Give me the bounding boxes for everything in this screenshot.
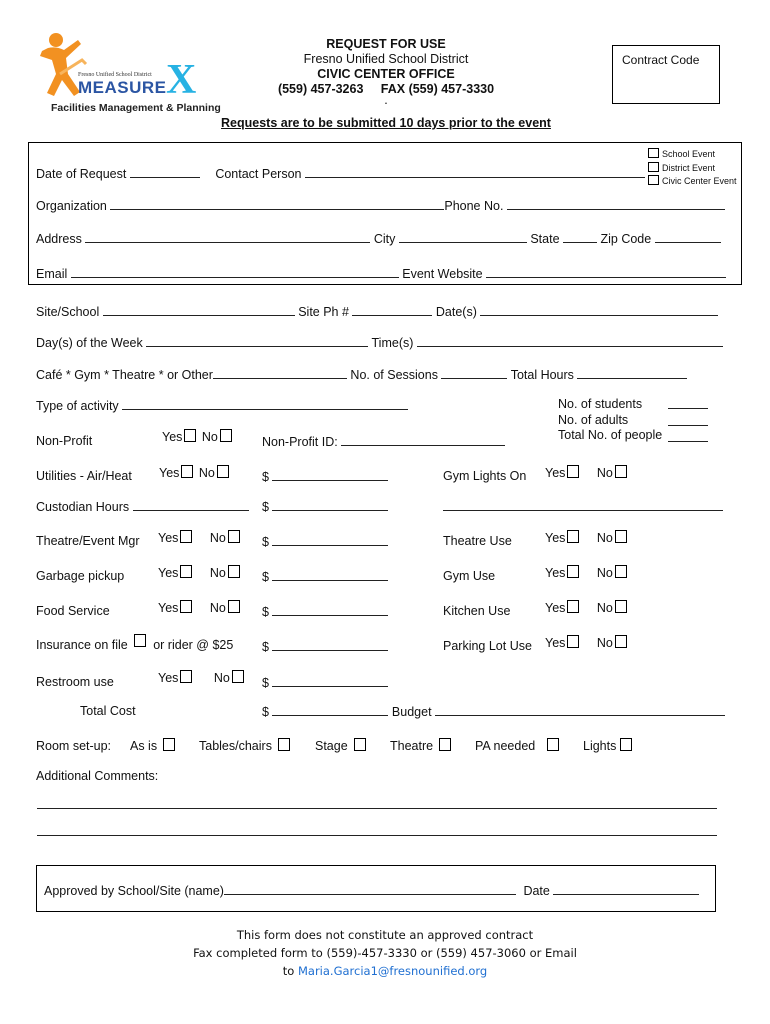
insurance-dollar: $ bbox=[262, 640, 269, 654]
no-students-field[interactable] bbox=[668, 397, 708, 409]
room-setup-pa-needed[interactable]: PA needed bbox=[475, 734, 559, 753]
budget-label: Budget bbox=[391, 705, 432, 719]
garbage-amount[interactable] bbox=[272, 569, 388, 581]
gym-lights-no-checkbox[interactable] bbox=[615, 465, 627, 478]
site-ph-label: Site Ph # bbox=[298, 305, 349, 319]
theatre-mgr-dollar: $ bbox=[262, 535, 269, 549]
garbage-yes-checkbox[interactable] bbox=[180, 565, 192, 578]
garbage-no-label: No bbox=[209, 566, 226, 580]
footer-disclaimer: This form does not constitute an approved contract bbox=[236, 928, 534, 942]
email-field[interactable] bbox=[71, 266, 399, 278]
times-label: Time(s) bbox=[371, 336, 414, 350]
restroom-no-checkbox[interactable] bbox=[232, 670, 244, 683]
garbage-label: Garbage pickup bbox=[36, 569, 125, 583]
theatre-use-no-label: No bbox=[596, 531, 613, 545]
theatre-mgr-yes-checkbox[interactable] bbox=[180, 530, 192, 543]
utilities-yes-label: Yes bbox=[159, 466, 180, 480]
food-yes-label: Yes bbox=[158, 601, 179, 615]
event-type-school[interactable]: School Event bbox=[648, 148, 737, 162]
gym-lights-yes-label: Yes bbox=[545, 466, 566, 480]
office-name: CIVIC CENTER OFFICE bbox=[317, 67, 455, 81]
comments-label: Additional Comments: bbox=[36, 769, 159, 783]
restroom-label: Restroom use bbox=[36, 675, 114, 689]
rider-label: or rider @ $25 bbox=[153, 638, 234, 652]
contract-code-label: Contract Code bbox=[622, 53, 700, 67]
form-title: REQUEST FOR USE bbox=[326, 37, 446, 51]
address-label: Address bbox=[36, 232, 82, 246]
total-people-label: Total No. of people bbox=[558, 428, 663, 442]
city-field[interactable] bbox=[399, 231, 527, 243]
gym-use-yes-checkbox[interactable] bbox=[567, 565, 579, 578]
event-type-civic[interactable]: Civic Center Event bbox=[648, 175, 737, 189]
phone-no-field[interactable] bbox=[507, 198, 725, 210]
days-of-week-label: Day(s) of the Week bbox=[36, 336, 143, 350]
restroom-dollar: $ bbox=[262, 676, 269, 690]
organization-label: Organization bbox=[36, 199, 107, 213]
event-type-district[interactable]: District Event bbox=[648, 162, 737, 176]
non-profit-no-label: No bbox=[201, 430, 218, 444]
room-setup-label: Room set-up: bbox=[36, 739, 112, 753]
logo-measure: MEASURE bbox=[78, 78, 167, 97]
logo-subtitle: Facilities Management & Planning bbox=[51, 102, 221, 114]
theatre-mgr-label: Theatre/Event Mgr bbox=[36, 534, 140, 548]
contact-person-label: Contact Person bbox=[215, 167, 302, 181]
theatre-mgr-amount[interactable] bbox=[272, 534, 388, 546]
utilities-no-label: No bbox=[198, 466, 215, 480]
submission-notice: Requests are to be submitted 10 days prior to the event bbox=[221, 116, 551, 130]
kitchen-yes-checkbox[interactable] bbox=[567, 600, 579, 613]
custodian-field[interactable] bbox=[133, 499, 249, 511]
utilities-label: Utilities - Air/Heat bbox=[36, 469, 132, 483]
zip-label: Zip Code bbox=[600, 232, 652, 246]
theatre-mgr-no-label: No bbox=[209, 531, 226, 545]
room-setup-tables-chairs[interactable]: Tables/chairs bbox=[199, 734, 290, 753]
event-type-options bbox=[648, 148, 737, 189]
checkbox[interactable] bbox=[439, 738, 451, 751]
footer-email-link[interactable]: Maria.Garcia1@fresnounified.org bbox=[297, 964, 488, 978]
checkbox[interactable] bbox=[547, 738, 559, 751]
total-people-field[interactable] bbox=[668, 430, 708, 442]
email-label: Email bbox=[36, 267, 68, 281]
custodian-dollar: $ bbox=[262, 500, 269, 514]
food-label: Food Service bbox=[36, 604, 110, 618]
requester-box bbox=[28, 142, 742, 285]
room-setup-stage[interactable]: Stage bbox=[315, 734, 366, 753]
gym-use-no-label: No bbox=[596, 566, 613, 580]
insurance-label: Insurance on file bbox=[36, 638, 128, 652]
kitchen-label: Kitchen Use bbox=[443, 604, 511, 618]
parking-no-label: No bbox=[596, 636, 613, 650]
state-label: State bbox=[530, 232, 560, 246]
kitchen-yes-label: Yes bbox=[545, 601, 566, 615]
city-label: City bbox=[373, 232, 396, 246]
approved-by-field[interactable] bbox=[224, 883, 516, 895]
footer-fax: Fax completed form to (559)-457-3330 or (559) 457-3060 or Email bbox=[193, 946, 577, 960]
district-name: Fresno Unified School District bbox=[303, 52, 469, 66]
total-cost-amount[interactable] bbox=[272, 704, 388, 716]
checkbox[interactable] bbox=[163, 738, 175, 751]
budget-field[interactable] bbox=[435, 704, 725, 716]
restroom-yes-label: Yes bbox=[158, 671, 179, 685]
non-profit-yes-checkbox[interactable] bbox=[184, 429, 196, 442]
checkbox[interactable] bbox=[354, 738, 366, 751]
comments-line-1[interactable] bbox=[37, 808, 717, 809]
custodian-label: Custodian Hours bbox=[36, 500, 130, 514]
footer-to: to bbox=[282, 964, 298, 978]
times-field[interactable] bbox=[417, 335, 723, 347]
checkbox[interactable] bbox=[648, 175, 659, 185]
room-setup-theatre[interactable]: Theatre bbox=[390, 734, 451, 753]
sessions-label: No. of Sessions bbox=[350, 368, 438, 382]
parking-yes-label: Yes bbox=[545, 636, 566, 650]
comments-line-2[interactable] bbox=[37, 835, 717, 836]
dates-label: Date(s) bbox=[435, 305, 477, 319]
header-dot: . bbox=[384, 93, 388, 107]
restroom-yes-checkbox[interactable] bbox=[180, 670, 192, 683]
room-setup-lights[interactable]: Lights bbox=[583, 734, 632, 753]
checkbox[interactable] bbox=[648, 148, 659, 158]
total-cost-dollar: $ bbox=[262, 705, 269, 719]
total-hours-field[interactable] bbox=[577, 367, 687, 379]
gym-use-no-checkbox[interactable] bbox=[615, 565, 627, 578]
theatre-use-label: Theatre Use bbox=[443, 534, 512, 548]
total-hours-label: Total Hours bbox=[510, 368, 574, 382]
state-field[interactable] bbox=[563, 231, 597, 243]
facility-field[interactable] bbox=[213, 367, 347, 379]
checkbox[interactable] bbox=[278, 738, 290, 751]
utilities-amount[interactable] bbox=[272, 469, 388, 481]
date-of-request-field[interactable] bbox=[130, 166, 200, 178]
theatre-use-yes-label: Yes bbox=[545, 531, 566, 545]
garbage-dollar: $ bbox=[262, 570, 269, 584]
approval-date-field[interactable] bbox=[553, 883, 699, 895]
food-yes-checkbox[interactable] bbox=[180, 600, 192, 613]
contract-code-box[interactable] bbox=[612, 45, 720, 104]
non-profit-yes-label: Yes bbox=[162, 430, 183, 444]
room-setup-as-is[interactable]: As is bbox=[130, 734, 175, 753]
dates-field[interactable] bbox=[480, 304, 718, 316]
no-students-label: No. of students bbox=[558, 397, 643, 411]
gym-use-yes-label: Yes bbox=[545, 566, 566, 580]
non-profit-id-field[interactable] bbox=[341, 434, 505, 446]
non-profit-no-checkbox[interactable] bbox=[220, 429, 232, 442]
office-phones: (559) 457-3263 FAX (559) 457-3330 bbox=[277, 82, 495, 96]
zip-field[interactable] bbox=[655, 231, 721, 243]
theatre-mgr-no-checkbox[interactable] bbox=[228, 530, 240, 543]
gym-lights-yes-checkbox[interactable] bbox=[567, 465, 579, 478]
logo-x: X bbox=[166, 57, 197, 103]
theatre-mgr-yes-label: Yes bbox=[158, 531, 179, 545]
days-of-week-field[interactable] bbox=[146, 335, 368, 347]
gym-lights-label: Gym Lights On bbox=[443, 469, 527, 483]
parking-no-checkbox[interactable] bbox=[615, 635, 627, 648]
total-cost-label: Total Cost bbox=[80, 704, 136, 718]
non-profit-label: Non-Profit bbox=[36, 434, 93, 448]
phone-no-label: Phone No. bbox=[444, 199, 504, 213]
checkbox[interactable] bbox=[620, 738, 632, 751]
custodian-amount[interactable] bbox=[272, 499, 388, 511]
logo bbox=[34, 30, 221, 118]
utilities-no-checkbox[interactable] bbox=[217, 465, 229, 478]
insurance-checkbox[interactable] bbox=[134, 634, 146, 647]
address-field[interactable] bbox=[85, 231, 370, 243]
logo-district-small: Fresno Unified School District bbox=[78, 72, 152, 78]
facility-label: Café * Gym * Theatre * or Other bbox=[36, 368, 213, 382]
parking-label: Parking Lot Use bbox=[443, 639, 532, 653]
garbage-no-checkbox[interactable] bbox=[228, 565, 240, 578]
type-of-activity-field[interactable] bbox=[122, 398, 408, 410]
no-adults-label: No. of adults bbox=[558, 412, 629, 427]
theatre-use-yes-checkbox[interactable] bbox=[567, 530, 579, 543]
type-of-activity-label: Type of activity bbox=[36, 399, 119, 413]
insurance-amount[interactable] bbox=[272, 639, 388, 651]
site-ph-field[interactable] bbox=[352, 304, 432, 316]
garbage-yes-label: Yes bbox=[158, 566, 179, 580]
date-of-request-label: Date of Request bbox=[36, 167, 127, 181]
checkbox[interactable] bbox=[648, 162, 659, 172]
organization-field[interactable] bbox=[110, 198, 444, 210]
utilities-yes-checkbox[interactable] bbox=[181, 465, 193, 478]
sessions-field[interactable] bbox=[441, 367, 507, 379]
approval-date-label: Date bbox=[523, 884, 550, 898]
no-adults-field[interactable] bbox=[668, 414, 708, 426]
kitchen-no-checkbox[interactable] bbox=[615, 600, 627, 613]
kitchen-no-label: No bbox=[596, 601, 613, 615]
contact-person-field[interactable] bbox=[305, 166, 645, 178]
parking-yes-checkbox[interactable] bbox=[567, 635, 579, 648]
food-no-label: No bbox=[209, 601, 226, 615]
approved-by-label: Approved by School/Site (name) bbox=[44, 884, 224, 898]
gym-use-label: Gym Use bbox=[443, 569, 496, 583]
restroom-no-label: No bbox=[213, 671, 230, 685]
event-website-field[interactable] bbox=[486, 266, 726, 278]
food-no-checkbox[interactable] bbox=[228, 600, 240, 613]
site-school-label: Site/School bbox=[36, 305, 100, 319]
food-dollar: $ bbox=[262, 605, 269, 619]
gym-lights-no-label: No bbox=[596, 466, 613, 480]
utilities-dollar: $ bbox=[262, 470, 269, 484]
non-profit-id-label: Non-Profit ID: bbox=[262, 435, 338, 449]
event-website-label: Event Website bbox=[402, 267, 483, 281]
theatre-use-no-checkbox[interactable] bbox=[615, 530, 627, 543]
site-school-field[interactable] bbox=[103, 304, 295, 316]
restroom-amount[interactable] bbox=[272, 675, 388, 687]
food-amount[interactable] bbox=[272, 604, 388, 616]
custodian-notes-field[interactable] bbox=[443, 499, 723, 511]
